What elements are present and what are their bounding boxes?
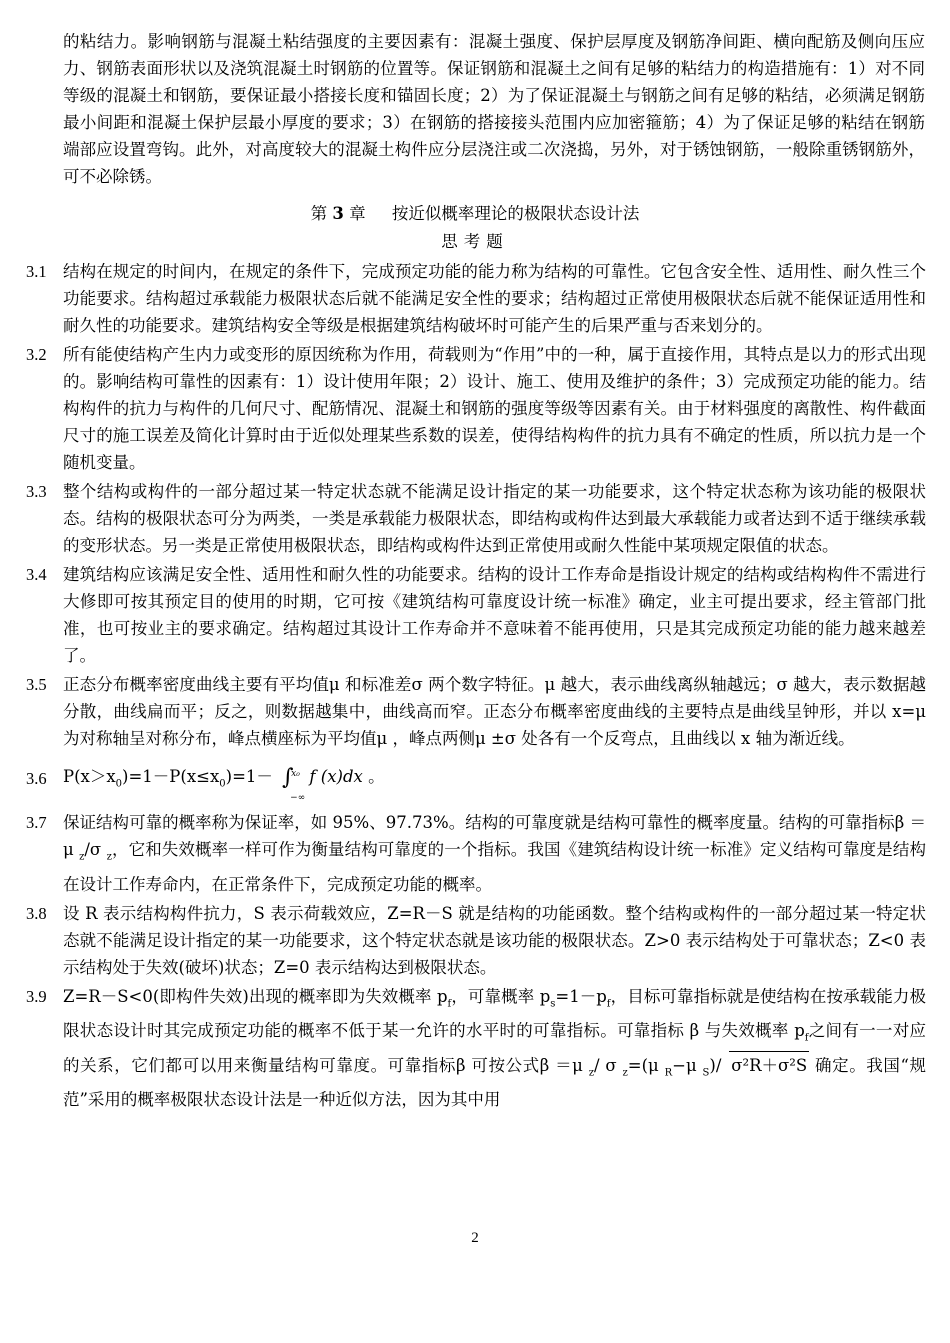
square-root-expression: σ²R＋σ²S [729, 1051, 809, 1079]
formula-end: 。 [368, 767, 385, 786]
question-text-part: 之间有一一对应的关系，它们都可以用来衡量结构可靠度。可靠指标β 可按公式β ＝μ [63, 1020, 926, 1076]
chapter-heading [0, 203, 950, 225]
formula-part: )=1－ [225, 767, 273, 786]
question-item [26, 671, 926, 752]
integral-lower-limit: −∞ [290, 792, 306, 803]
question-number: 3.6 [26, 769, 47, 788]
question-text-part: )/ [709, 1056, 728, 1076]
question-item [26, 809, 926, 897]
question-text-part: −μ [672, 1056, 703, 1076]
integral-upper-limit: x₀ [291, 768, 300, 779]
text-subscript: f [804, 1032, 809, 1044]
question-text: 所有能使结构产生内力或变形的原因统称为作用，荷载则为“作用”中的一种，属于直接作用，其特点是以力的形式出现的。影响结构可靠性的因素有：1）设计使用年限；2）设计、施工、使用及维护的条件；3）完成预定功能的能力。结构构件的抗力与构件的几何尺寸、配筋情况、混凝土和钢筋的强度等级等因素有关。由于材料强度的离散性、构件截面尺寸的施工误差及简化计算时由于近似处理某些系数的误差，使得结构构件的抗力具有不确定的性质，所以抗力是一个随机变量。 [63, 345, 926, 472]
page-number: 2 [471, 1230, 479, 1246]
question-text-part: ，目标可靠指标就是使结构在按承载能力极限状态设计时其完成预定功能的概率不低于某一允许的水平时的可靠指标。可靠指标 β 与失效概率 p [63, 986, 926, 1040]
formula-part: P(x＞x [63, 767, 116, 786]
text-subscript: z [106, 851, 112, 863]
text-subscript: f [447, 997, 452, 1009]
text-subscript: z [79, 851, 85, 863]
integral-symbol: ∫ x₀ −∞ [278, 763, 304, 793]
question-text-part: =(μ [627, 1056, 665, 1076]
question-text-part: =1－p [555, 986, 607, 1006]
text-subscript: f [606, 997, 611, 1009]
question-text-part: ，它和失效概率一样可作为衡量结构可靠度的一个指标。我国《建筑结构设计统一标准》定义结构可靠度是结构在设计工作寿命内，在正常条件下，完成预定功能的概率。 [63, 840, 927, 894]
chapter-number: 3 [332, 204, 344, 223]
section-heading: 思考题 [441, 232, 509, 251]
question-text-part: 确定。我国“规范”采用的概率极限状态设计法是一种近似方法，因为其中用 [63, 1056, 927, 1110]
text-subscript: R [664, 1067, 673, 1079]
question-item [26, 478, 926, 559]
question-number: 3.8 [26, 903, 47, 923]
question-list [26, 258, 926, 1115]
question-number: 3.5 [26, 675, 47, 694]
text-subscript: z [588, 1067, 595, 1079]
question-item [26, 900, 926, 981]
question-item-formula [26, 762, 926, 803]
question-text-part: 保证结构可靠的概率称为保证率，如 95%、97.73%。结构的可靠度就是结构可靠性的概率度量。结构的可靠指标β ＝μ [63, 813, 926, 860]
question-number: 3.3 [26, 482, 47, 501]
question-item [26, 341, 926, 476]
intro-paragraph: 的粘结力。影响钢筋与混凝土粘结强度的主要因素有：混凝土强度、保护层厚度及钢筋净间距、横向配筋及侧向压应力、钢筋表面形状以及浇筑混凝土时钢筋的位置等。保证钢筋和混凝土之间有足够的粘结力的构造措施有：1）对不同等级的混凝土和钢筋，要保证最小搭接长度和锚固长度；2）为了保证混凝土与钢筋之间有足够的粘结，必须满足钢筋最小间距和混凝土保护层最小厚度的要求；3）在钢筋的搭接接头范围内应加密箍筋；4）为了保证足够的粘结在钢筋端部应设置弯钩。此外，对高度较大的混凝土构件应分层浇注或二次浇捣，另外，对于锈蚀钢筋，一般除重锈钢筋外，可不必除锈。 [63, 32, 925, 186]
question-item [26, 561, 926, 669]
question-number: 3.7 [26, 813, 47, 833]
text-subscript: S [702, 1067, 710, 1079]
formula-part: )=1－P(x≤x [122, 767, 220, 786]
question-number: 3.1 [26, 262, 47, 281]
question-text-part: /σ [84, 840, 107, 860]
formula-subscript: 0 [115, 778, 123, 790]
question-text-part: / σ [594, 1056, 623, 1076]
text-subscript: s [550, 997, 556, 1009]
chapter-title-text: 按近似概率理论的极限状态设计法 [391, 204, 640, 223]
question-text-part: ，可靠概率 p [451, 986, 551, 1006]
integrand: f (x)dx [309, 767, 363, 786]
formula-subscript: 0 [219, 778, 226, 790]
question-text-part: Z=R－S<0(即构件失效)出现的概率即为失效概率 p [63, 986, 448, 1006]
question-text: 建筑结构应该满足安全性、适用性和耐久性的功能要求。结构的设计工作寿命是指设计规定的结构或结构构件不需进行大修即可按其预定目的使用的时期，它可按《建筑结构可靠度设计统一标准》确定，业主可提出要求，经主管部门批准，也可按业主的要求确定。结构超过其设计工作寿命并不意味着不能再使用，只是其完成预定功能的能力越来越差了。 [63, 565, 926, 665]
question-item [26, 258, 926, 339]
question-item [26, 983, 926, 1114]
question-number: 3.2 [26, 345, 47, 364]
question-number: 3.9 [26, 986, 47, 1006]
chapter-suffix: 章 [349, 204, 366, 223]
text-subscript: z [622, 1067, 628, 1079]
question-number: 3.4 [26, 565, 47, 584]
question-text: 整个结构或构件的一部分超过某一特定状态就不能满足设计指定的某一功能要求，这个特定状态称为该功能的极限状态。结构的极限状态可分为两类，一类是承载能力极限状态，即结构或构件达到最大承载能力或者达到不适于继续承载的变形状态。另一类是正常使用极限状态，即结构或构件达到正常使用或耐久性能中某项规定限值的状态。 [63, 482, 926, 555]
question-text: 设 R 表示结构构件抗力，S 表示荷载效应，Z=R－S 就是结构的功能函数。整个结构或构件的一部分超过某一特定状态就不能满足设计指定的某一功能要求，这个特定状态就是该功能的极限状态。Z>0 表示结构处于可靠状态；Z<0 表示结构处于失效(破坏)状态；Z=0 表示结构达到极限状态。 [63, 903, 926, 977]
chapter-prefix: 第 [310, 204, 328, 223]
question-text: 结构在规定的时间内，在规定的条件下，完成预定功能的能力称为结构的可靠性。它包含安全性、适用性、耐久性三个功能要求。结构超过承载能力极限状态后就不能满足安全性的要求；结构超过正常使用极限状态后就不能保证适用性和耐久性的功能要求。建筑结构安全等级是根据建筑结构破坏时可能产生的后果严重与否来划分的。 [63, 262, 926, 335]
question-text: 正态分布概率密度曲线主要有平均值μ 和标准差σ 两个数字特征。μ 越大，表示曲线离纵轴越远；σ 越大，表示数据越分散，曲线扁而平；反之，则数据越集中，曲线高而窄。正态分布概率密度曲线的主要特点是曲线呈钟形，并以 x=μ 为对称轴呈对称分布，峰点横座标为平均值μ ，峰点两侧μ ±σ 处各有一个反弯点，且曲线以 x 轴为渐近线。 [63, 675, 926, 748]
